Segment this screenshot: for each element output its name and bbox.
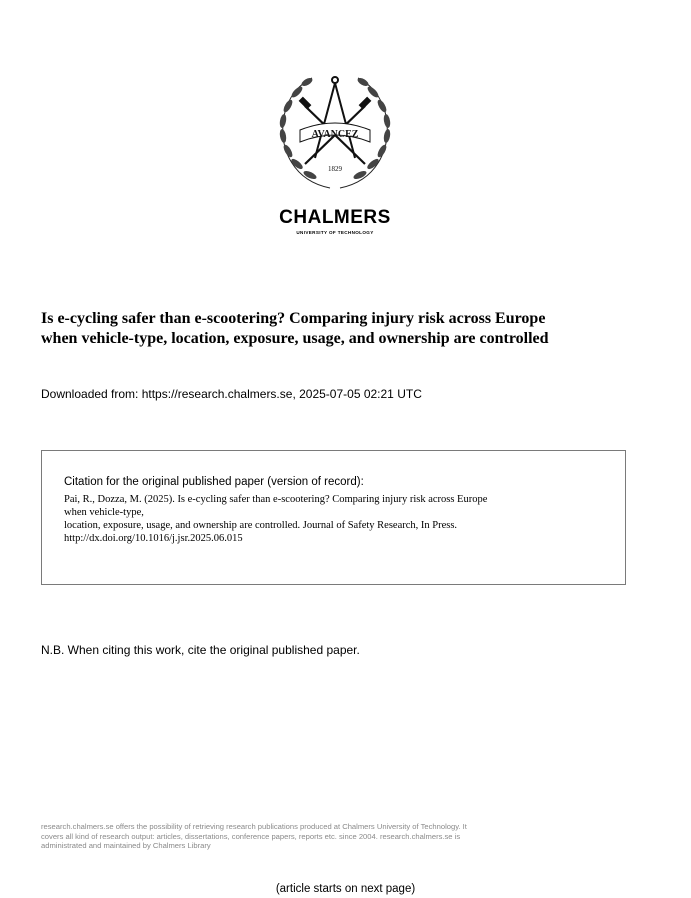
chalmers-logo xyxy=(255,66,415,236)
citation-line: location, exposure, usage, and ownership are controlled. Journal of Safety Research, In Press. xyxy=(64,520,458,531)
citation-line: Pai, R., Dozza, M. (2025). Is e-cycling safer than e-scootering? Comparing injury risk across Europe xyxy=(64,494,488,505)
chalmers-wordmark: CHALMERS xyxy=(279,207,391,228)
citation-heading: Citation for the original published paper (version of record): xyxy=(64,476,364,488)
footer-line: research.chalmers.se offers the possibility of retrieving research publications produced at Chalmers University of Technology. It xyxy=(41,822,467,831)
chalmers-subtitle: UNIVERSITY OF TECHNOLOGY xyxy=(296,230,374,235)
title-line: when vehicle-type, location, exposure, usage, and ownership are controlled xyxy=(41,330,549,347)
paper-title xyxy=(41,309,661,349)
article-starts-note: (article starts on next page) xyxy=(275,883,416,895)
svg-text:1829: 1829 xyxy=(328,165,342,173)
citation-doi-link[interactable]: http://dx.doi.org/10.1016/j.jsr.2025.06.015 xyxy=(64,533,243,544)
footer-line: covers all kind of research output: articles, dissertations, conference papers, reports etc. since 2004. research.chalmers.se is xyxy=(41,831,461,841)
svg-text:AVANCEZ: AVANCEZ xyxy=(311,129,359,140)
nb-note: N.B. When citing this work, cite the original published paper. xyxy=(41,643,360,657)
title-line: Is e-cycling safer than e-scootering? Comparing injury risk across Europe xyxy=(41,310,546,327)
download-info: Downloaded from: https://research.chalmers.se, 2025-07-05 02:21 UTC xyxy=(41,387,422,401)
citation-box xyxy=(41,450,626,585)
citation-line: when vehicle-type, xyxy=(64,507,144,518)
chalmers-seal-icon xyxy=(270,66,400,196)
citation-text xyxy=(64,493,624,545)
repository-footer xyxy=(41,822,661,851)
footer-line: administrated and maintained by Chalmers Library xyxy=(41,841,211,850)
